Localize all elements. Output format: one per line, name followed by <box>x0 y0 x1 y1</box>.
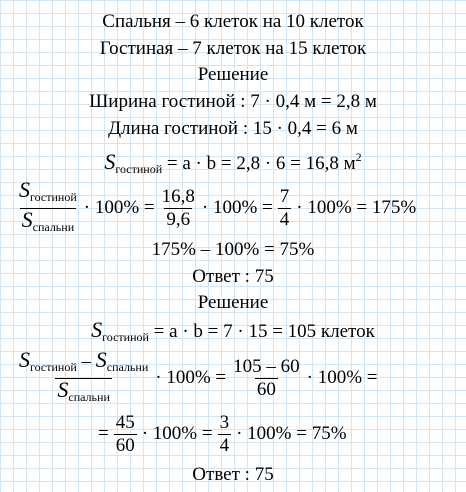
solution-heading-1: Решение <box>197 64 269 85</box>
answer-2: Ответ : 75 <box>192 464 274 485</box>
denominator-var: S <box>21 206 33 232</box>
numerator-var-2: S <box>95 346 107 372</box>
area-var: S <box>104 149 116 174</box>
solution-heading-2: Решение <box>197 292 269 313</box>
times-100-equals: · 100% = <box>155 367 227 388</box>
bedroom-dimensions-line: Спальня – 6 клеток на 10 клеток <box>102 11 364 32</box>
area-expression: = a · b = 2,8 · 6 = 16,8 м <box>162 153 356 174</box>
fraction-numerator: 105 – 60 <box>233 355 300 377</box>
percent-result: · 100% = 175% <box>296 197 417 218</box>
area-unit-exponent: 2 <box>355 150 362 164</box>
fraction-45-60 <box>114 412 137 457</box>
times-100-equals-2: · 100% = <box>201 197 273 218</box>
living-room-area-cells-formula <box>0 318 466 349</box>
times-100-equals: · 100% = <box>141 423 213 444</box>
numerator-subscript-2: спальни <box>106 359 149 374</box>
answer-1: Ответ : 75 <box>192 266 274 287</box>
area-ratio-equation-1 <box>15 178 419 238</box>
area-var-subscript: гостиной <box>115 162 163 176</box>
area2-expression: = a · b = 7 · 15 = 105 клеток <box>148 321 375 342</box>
living-room-dimensions-line: Гостиная – 7 клеток на 15 клеток <box>99 38 367 59</box>
simplified-numerator: 7 <box>279 185 290 207</box>
living-room-width-line: Ширина гостиной : 7 · 0,4 м = 2,8 м <box>89 91 377 112</box>
denominator-subscript: спальни <box>32 219 75 234</box>
living-room-area-formula <box>0 145 466 181</box>
area2-var-subscript: гостиной <box>102 330 149 344</box>
area-ratio-equation-2 <box>15 348 381 408</box>
fraction-numerator: 45 <box>115 411 135 433</box>
fraction-denominator: 60 <box>115 434 135 456</box>
living-room-length-line: Длина гостиной : 15 · 0,4 = 6 м <box>108 118 358 139</box>
area2-var: S <box>91 317 103 342</box>
numerator-var: S <box>19 176 30 202</box>
area-ratio-equation-3 <box>95 408 350 460</box>
fraction-numerator: 16,8 <box>161 185 195 207</box>
simplified-fraction <box>278 186 292 231</box>
simplified-numerator: 3 <box>219 411 230 433</box>
numerator-subscript-1: гостиной <box>30 359 77 374</box>
numeric-difference-fraction <box>231 356 302 401</box>
simplified-denominator: 4 <box>279 208 290 230</box>
leading-equals: = <box>98 423 109 444</box>
numerator-var-1: S <box>19 346 30 372</box>
numeric-fraction <box>160 186 197 231</box>
denominator-subscript: спальни <box>68 389 110 404</box>
denominator-var: S <box>57 376 69 402</box>
fraction-denominator: 9,6 <box>166 208 191 230</box>
times-100-equals: · 100% = <box>83 197 155 218</box>
fraction-3-4 <box>218 412 232 457</box>
area-ratio-fraction <box>17 176 79 238</box>
minus-sign: – <box>76 350 96 372</box>
percent-result: · 100% = 75% <box>236 423 347 444</box>
fraction-denominator: 60 <box>256 378 276 400</box>
numerator-subscript: гостиной <box>30 189 77 204</box>
percent-difference-line: 175% – 100% = 75% <box>151 239 315 260</box>
difference-ratio-fraction <box>17 346 150 408</box>
times-100-equals-2: · 100% = <box>306 367 378 388</box>
simplified-denominator: 4 <box>219 434 230 456</box>
